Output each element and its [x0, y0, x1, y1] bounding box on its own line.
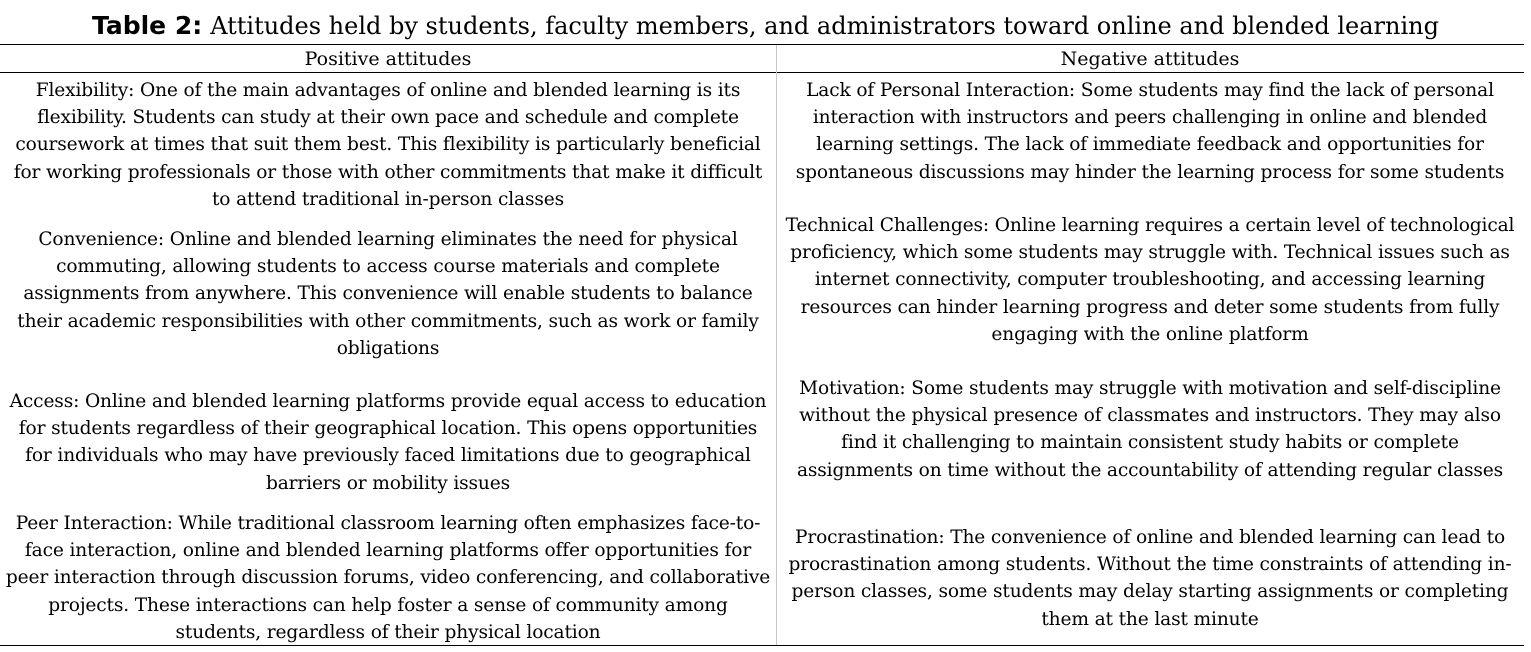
- table-header-row: [0, 45, 1524, 73]
- table-label: Table 2:: [92, 11, 203, 40]
- header-positive-attitudes: Positive attitudes: [304, 48, 472, 70]
- cell-positive-peer-interaction: Peer Interaction: While traditional classroom learning often emphasizes face-to-face interaction, online and blended learning platforms offer opportunities for peer interaction through discussion forums, video conferencing, and collaborative projects. These interactions can help foster a sense of community among students, regardless of their physical location: [5, 513, 771, 643]
- cell-negative-motivation: Motivation: Some students may struggle with motivation and self-discipline without the physical presence of classmates and instructors. They may also find it challenging to maintain consistent study habits or complete assignments on time without the accountability of attending regular classes: [796, 378, 1504, 481]
- cell-negative-procrastination: Procrastination: The convenience of online and blended learning can lead to procrastination among students. Without the time constraints of attending in-person classes, some students may delay starting assignments or completing them at the last minute: [788, 527, 1512, 630]
- attitudes-table: [0, 44, 1524, 646]
- table-title: Attitudes held by students, faculty members, and administrators toward online and blended learning: [210, 12, 1439, 40]
- cell-positive-flexibility: Flexibility: One of the main advantages of online and blended learning is its flexibility. Students can study at their own pace and schedule and complete coursework at times that suit them best. This flexibility is particularly beneficial for working professionals or those with other commitments that make it difficult to attend traditional in-person classes: [13, 80, 763, 210]
- cell-negative-personal-interaction: Lack of Personal Interaction: Some students may find the lack of personal interaction with instructors and peers challenging in online and blended learning settings. The lack of immediate feedback and opportunities for spontaneous discussions may hinder the learning process for some students: [795, 80, 1505, 183]
- cell-positive-convenience: Convenience: Online and blended learning eliminates the need for physical commuting, allowing students to access course materials and complete assignments from anywhere. This convenience will enable students to balance their academic responsibilities with other commitments, such as work or family obligations: [17, 229, 759, 359]
- cell-positive-access: Access: Online and blended learning platforms provide equal access to education for students regardless of their geographical location. This opens opportunities for individuals who may have previously faced limitations due to geographical barriers or mobility issues: [9, 391, 767, 494]
- table-caption: [0, 10, 1531, 42]
- cell-negative-technical-challenges: Technical Challenges: Online learning requires a certain level of technological proficiency, which some students may struggle with. Technical issues such as internet connectivity, computer troubleshooting, and accessing learning resources can hinder learning progress and deter some students from fully engaging with the online platform: [785, 215, 1515, 345]
- column-divider: [776, 45, 777, 645]
- header-negative-attitudes: Negative attitudes: [1060, 48, 1240, 70]
